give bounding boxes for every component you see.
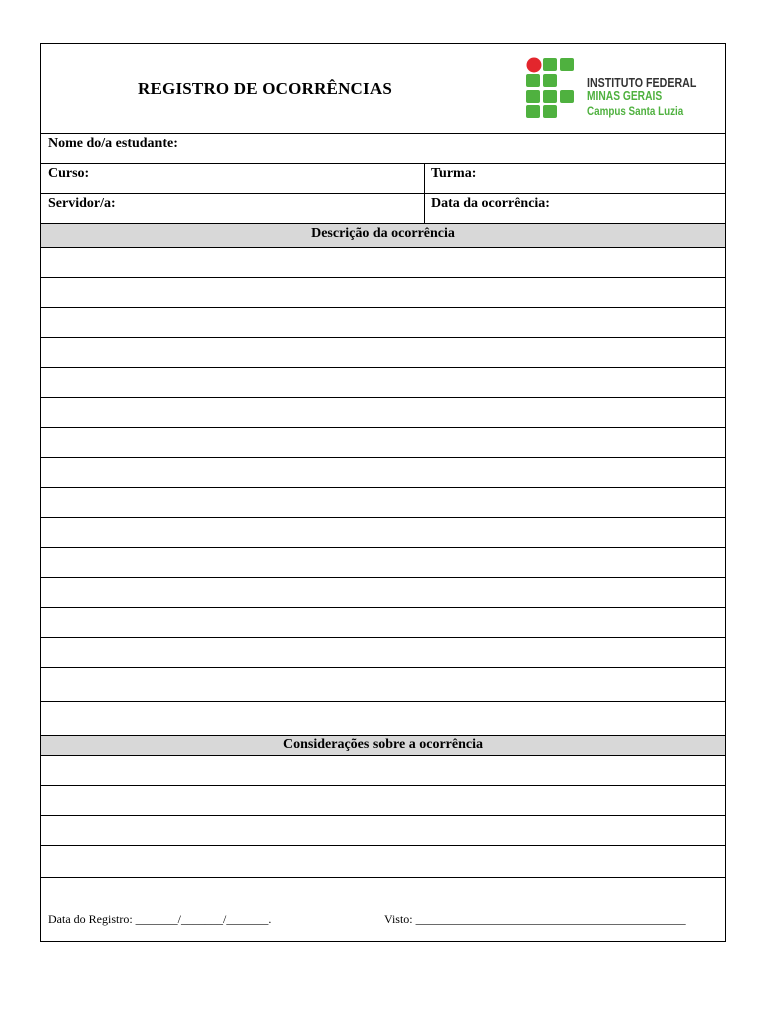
description-line[interactable] <box>41 578 725 608</box>
occurrence-form <box>40 43 726 942</box>
institution-logo <box>525 54 703 124</box>
description-line[interactable] <box>41 548 725 578</box>
logo-institute-text: INSTITUTO FEDERAL <box>587 75 697 90</box>
description-line[interactable] <box>41 368 725 398</box>
course-class-row <box>41 164 725 194</box>
staff-label: Servidor/a: <box>48 196 116 211</box>
logo-campus-text: Campus Santa Luzia <box>587 104 684 118</box>
logo-mark-icon <box>525 57 575 119</box>
staff-date-row <box>41 194 725 224</box>
considerations-line[interactable] <box>41 816 725 846</box>
column-divider <box>424 164 425 193</box>
description-section-header: Descrição da ocorrência <box>41 224 725 248</box>
description-line[interactable] <box>41 518 725 548</box>
occurrence-date-label: Data da ocorrência: <box>431 196 550 211</box>
form-title: REGISTRO DE OCORRÊNCIAS <box>138 79 392 98</box>
description-line[interactable] <box>41 428 725 458</box>
form-header <box>41 44 725 134</box>
description-line[interactable] <box>41 308 725 338</box>
description-line[interactable] <box>41 248 725 278</box>
column-divider <box>424 194 425 223</box>
seen-signature-field[interactable]: Visto: _____________________________________________ <box>384 912 686 926</box>
description-line[interactable] <box>41 338 725 368</box>
description-line[interactable] <box>41 638 725 668</box>
considerations-section-header: Considerações sobre a ocorrência <box>41 736 725 756</box>
description-line[interactable] <box>41 398 725 428</box>
description-line[interactable] <box>41 702 725 736</box>
course-label: Curso: <box>48 166 90 181</box>
description-line[interactable] <box>41 668 725 702</box>
registration-date-field[interactable]: Data do Registro: _______/_______/_______. <box>48 912 272 926</box>
logo-state-text: MINAS GERAIS <box>587 89 663 103</box>
description-line[interactable] <box>41 488 725 518</box>
class-label: Turma: <box>431 166 477 181</box>
student-name-row[interactable] <box>41 134 725 164</box>
description-line[interactable] <box>41 278 725 308</box>
student-name-label: Nome do/a estudante: <box>48 136 178 151</box>
considerations-line[interactable] <box>41 756 725 786</box>
description-line[interactable] <box>41 608 725 638</box>
considerations-line[interactable] <box>41 786 725 816</box>
form-footer <box>41 878 725 943</box>
description-line[interactable] <box>41 458 725 488</box>
considerations-line[interactable] <box>41 846 725 878</box>
